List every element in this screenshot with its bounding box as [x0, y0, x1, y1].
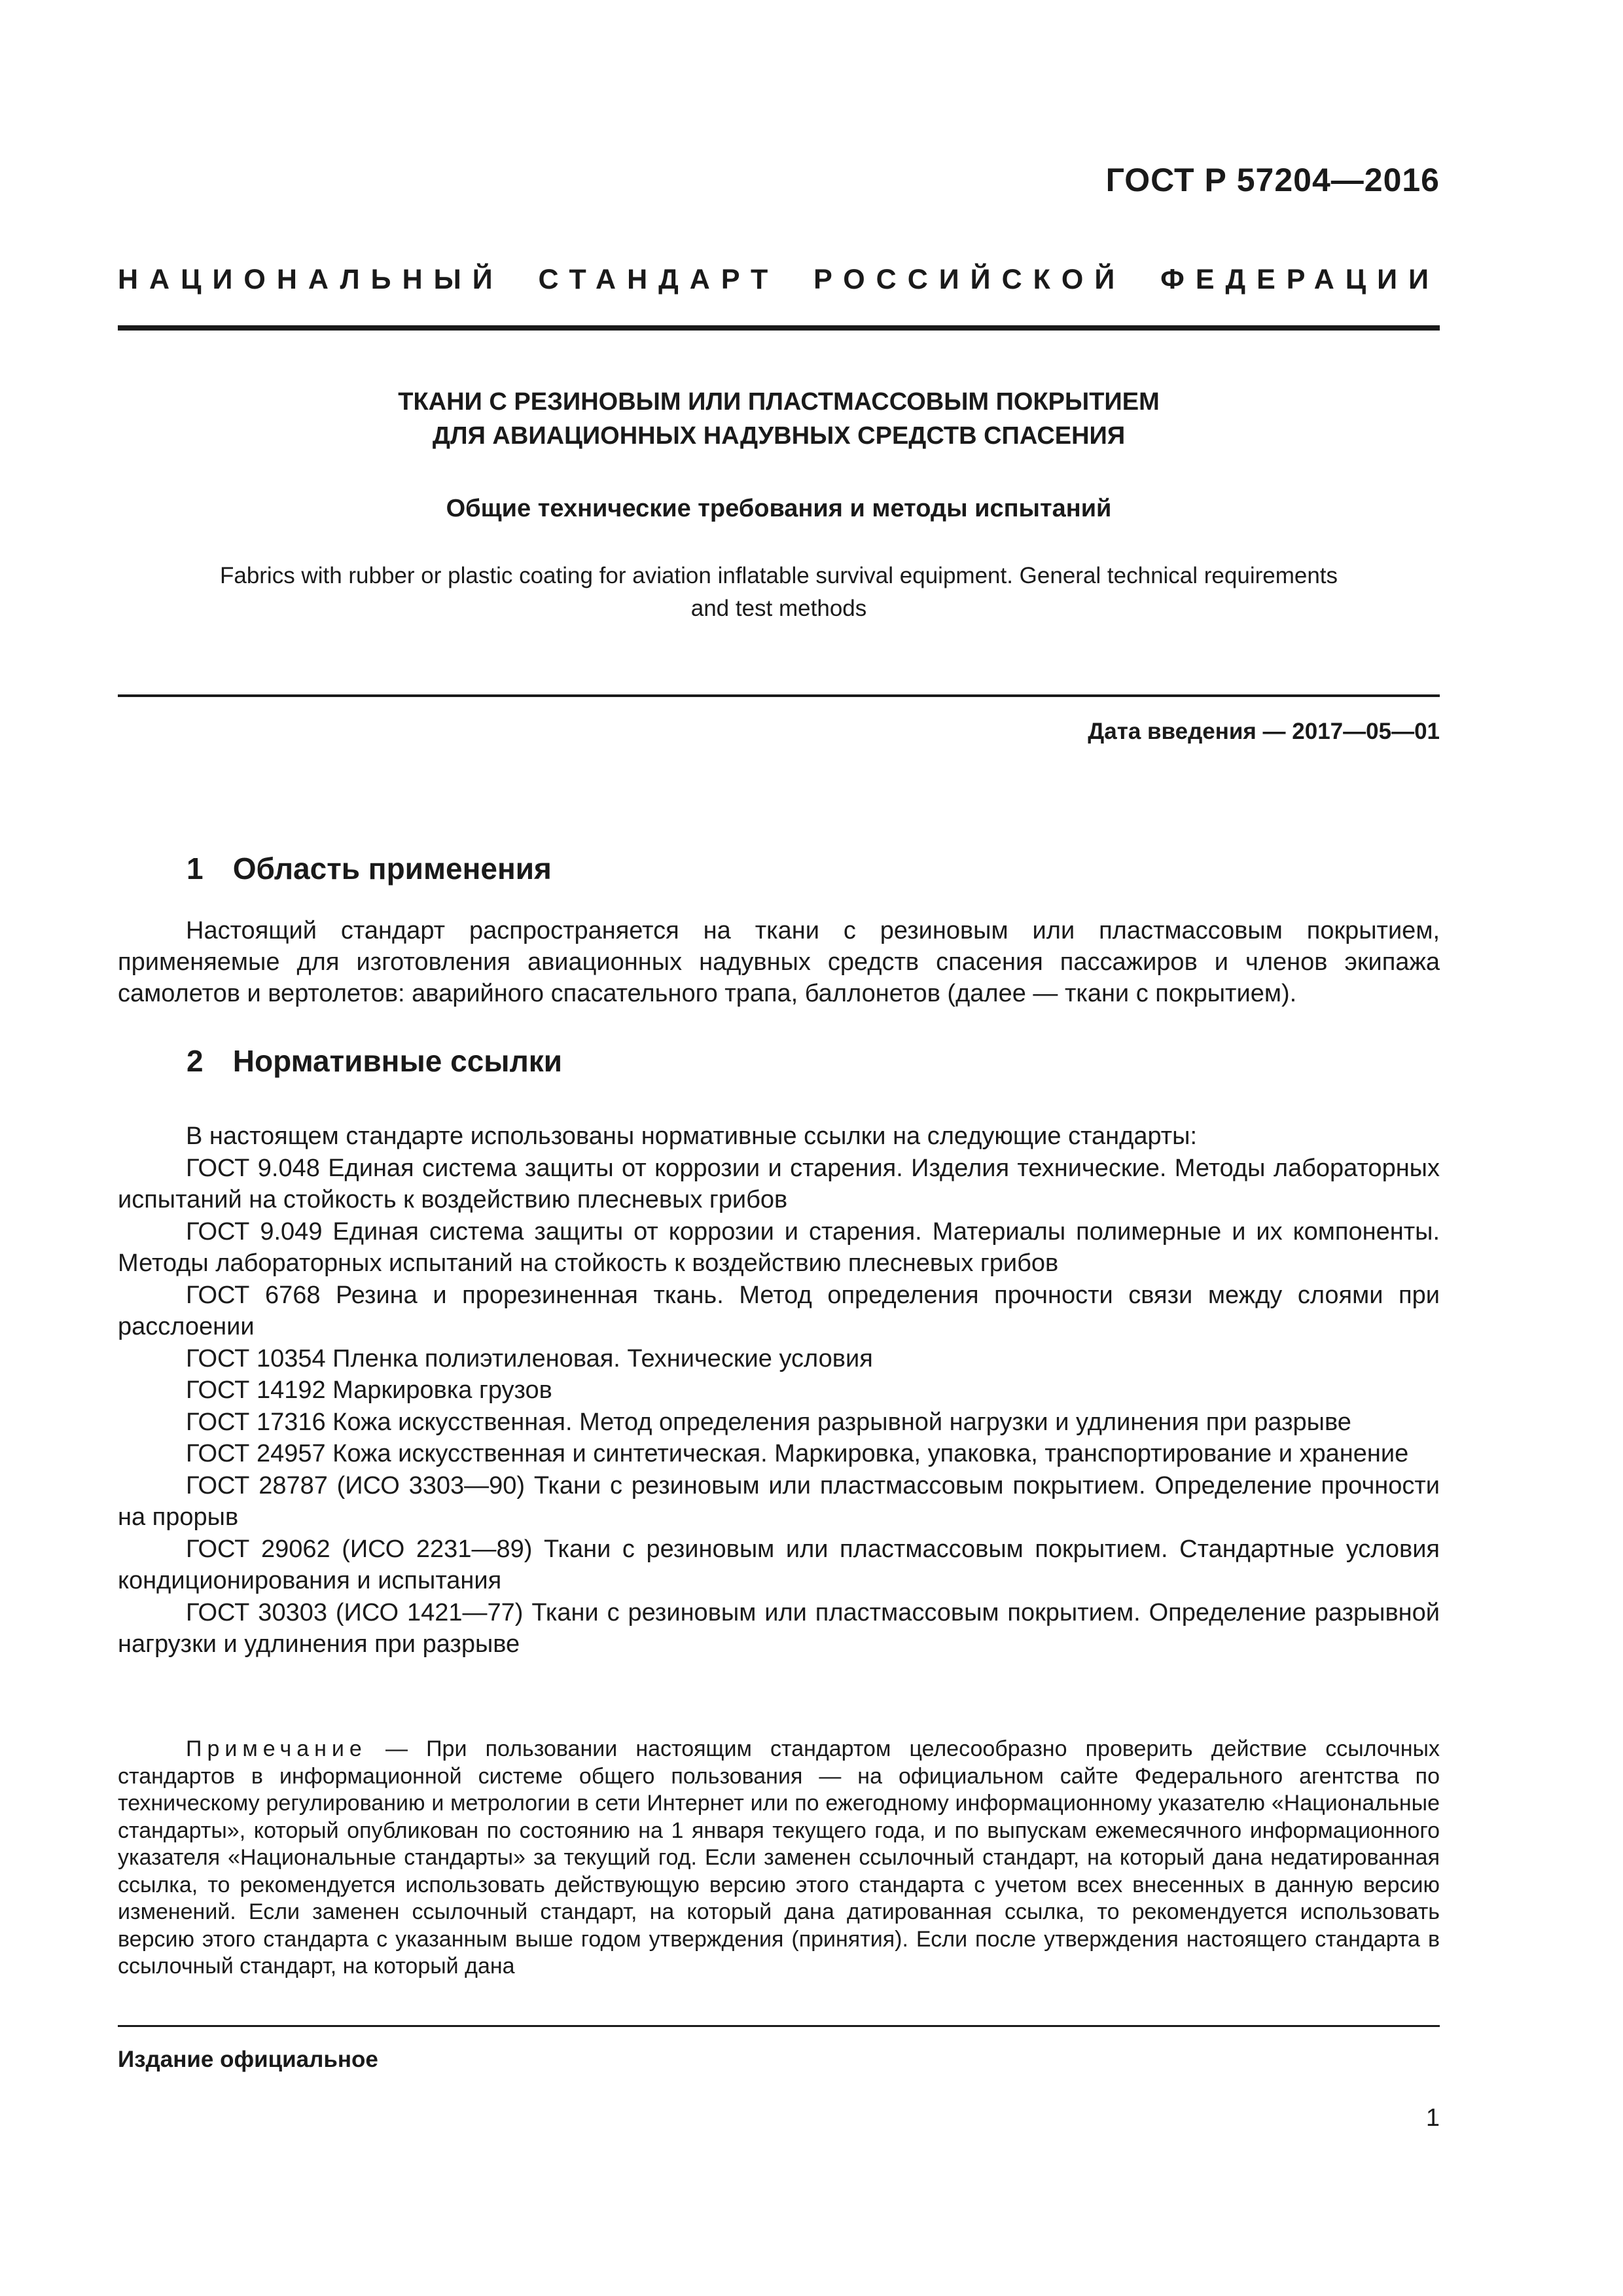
document-number: ГОСТ Р 57204—2016	[1105, 162, 1440, 198]
note-paragraph	[118, 1736, 1440, 1981]
page-number: 1	[1425, 2104, 1440, 2132]
section-title: Нормативные ссылки	[232, 1044, 563, 1078]
reference-item: ГОСТ 14192 Маркировка грузов	[186, 1376, 552, 1404]
note-text: — При пользовании настоящим стандартом целесообразно проверить действие ссылочных стандартов в информационной системе общего пользования — на официальном сайте Федерального агентства по техническому регулированию и метрологии в сети Интернет или по ежегодному информационному указателю «Национальные стандарты», который опубликован по состоянию на 1 января текущего года, и по выпускам ежемесячного информационного указателя «Национальные стандарты» за текущий год. Если заменен ссылочный стандарт, на который дана недатированная ссылка, то рекомендуется использовать действующую версию этого стандарта с учетом всех внесенных в данную версию изменений. Если заменен ссылочный стандарт, на который дана датированная ссылка, то рекомендуется использовать версию этого стандарта с указанным выше годом утверждения (принятия). Если после утверждения настоящего стандарта в ссылочный стандарт, на который дана	[118, 1736, 1440, 1979]
title-line-1: ТКАНИ С РЕЗИНОВЫМ ИЛИ ПЛАСТМАССОВЫМ ПОКРЫТИЕМ	[398, 388, 1160, 416]
footer-divider	[118, 2025, 1440, 2027]
section-number: 1	[187, 852, 204, 886]
reference-item: ГОСТ 28787 (ИСО 3303—90) Ткани с резиновым или пластмассовым покрытием. Определение прочности на прорыв	[118, 1471, 1440, 1531]
title-divider	[118, 694, 1440, 697]
introduction-date: Дата введения — 2017—05—01	[1088, 719, 1440, 744]
english-title-line-2: and test methods	[690, 596, 867, 621]
english-title	[170, 560, 1387, 625]
reference-item: ГОСТ 9.049 Единая система защиты от коррозии и старения. Материалы полимерные и их компоненты. Методы лабораторных испытаний на стойкость к воздействию плесневых грибов	[118, 1217, 1440, 1277]
section-title: Область применения	[232, 852, 552, 886]
header-divider	[118, 325, 1440, 331]
references-intro: В настоящем стандарте использованы нормативные ссылки на следующие стандарты:	[186, 1122, 1198, 1150]
document-title	[118, 385, 1440, 453]
reference-item: ГОСТ 10354 Пленка полиэтиленовая. Технические условия	[186, 1344, 873, 1372]
reference-item: ГОСТ 24957 Кожа искусственная и синтетическая. Маркировка, упаковка, транспортирование и хранение	[186, 1440, 1409, 1467]
reference-item: ГОСТ 17316 Кожа искусственная. Метод определения разрывной нагрузки и удлинения при разрыве	[186, 1408, 1351, 1436]
note-label: Примечание	[186, 1736, 367, 1761]
reference-item: ГОСТ 9.048 Единая система защиты от коррозии и старения. Изделия технические. Методы лабораторных испытаний на стойкость к воздействию плесневых грибов	[118, 1154, 1440, 1213]
edition-label: Издание официальное	[118, 2047, 378, 2072]
section-number: 2	[187, 1044, 204, 1078]
document-subtitle: Общие технические требования и методы испытаний	[446, 495, 1112, 522]
reference-item: ГОСТ 29062 (ИСО 2231—89) Ткани с резиновым или пластмассовым покрытием. Стандартные условия кондиционирования и испытания	[118, 1535, 1440, 1594]
normative-references-list	[118, 1121, 1440, 1660]
section-1-text: Настоящий стандарт распространяется на ткани с резиновым или пластмассовым покрытием, применяемые для изготовления авиационных надувных средств спасения пассажиров и членов экипажа самолетов и вертолетов: аварийного спасательного трапа, баллонетов (далее — ткани с покрытием).	[118, 917, 1440, 1007]
reference-item: ГОСТ 30303 (ИСО 1421—77) Ткани с резиновым или пластмассовым покрытием. Определение разрывной нагрузки и удлинения при разрыве	[118, 1598, 1440, 1658]
section-1-heading	[187, 851, 552, 886]
reference-item: ГОСТ 6768 Резина и прорезиненная ткань. Метод определения прочности связи между слоями при расслоении	[118, 1281, 1440, 1340]
section-2-heading	[187, 1043, 562, 1079]
national-standard-banner: НАЦИОНАЛЬНЫЙ СТАНДАРТ РОССИЙСКОЙ ФЕДЕРАЦИИ	[118, 264, 1440, 295]
english-title-line-1: Fabrics with rubber or plastic coating for aviation inflatable survival equipment. General technical requirements	[219, 563, 1338, 588]
title-line-2: ДЛЯ АВИАЦИОННЫХ НАДУВНЫХ СРЕДСТВ СПАСЕНИЯ	[432, 422, 1126, 450]
